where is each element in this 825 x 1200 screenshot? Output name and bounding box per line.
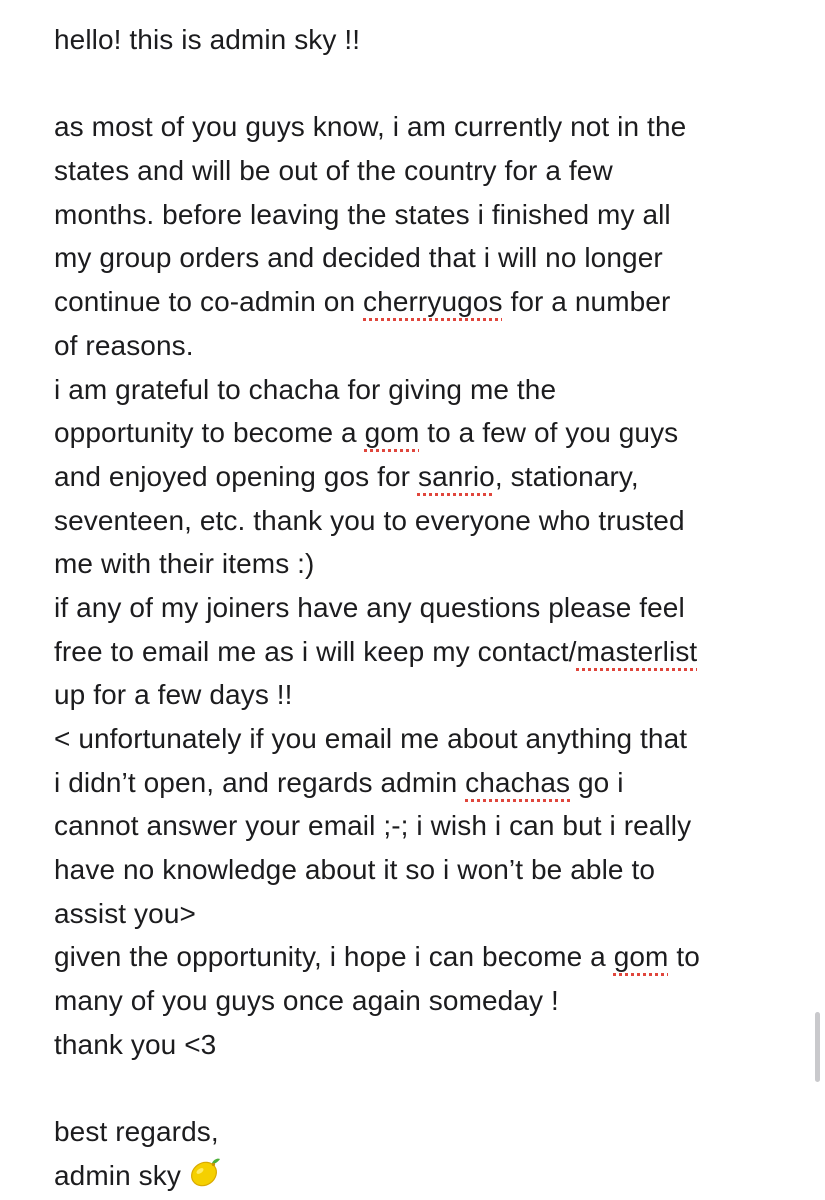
note-line: as most of you guys know, i am currently not in the: [54, 111, 687, 143]
text-run: continue to co-admin on: [54, 286, 364, 318]
note-line: [54, 935, 794, 979]
text-run: given the opportunity, i hope i can become a: [54, 941, 614, 973]
note-line: hello! this is admin sky !!: [54, 24, 361, 55]
note-line: best regards,: [54, 1116, 219, 1148]
scrollbar-thumb[interactable]: [815, 1012, 820, 1082]
note-body[interactable]: [54, 18, 794, 1198]
note-line: [54, 630, 794, 674]
note-line: cannot answer your email ;-; i wish i can but i really: [54, 810, 692, 842]
note-line: seventeen, etc. thank you to everyone who trusted: [54, 504, 685, 536]
text-run: i didn’t open, and regards admin: [54, 766, 466, 798]
text-run: to a few of you guys: [419, 417, 679, 449]
note-line: < unfortunately if you email me about anything that: [54, 723, 688, 754]
text-run: for a number: [502, 286, 671, 318]
note-line: states and will be out of the country for a few: [54, 155, 613, 187]
blank-line: [54, 1067, 794, 1111]
signature-line: [54, 1154, 794, 1198]
note-line: [54, 455, 794, 499]
note-line: of reasons.: [54, 329, 194, 361]
note-line: have no knowledge about it so i won’t be able to: [54, 854, 655, 886]
note-line: many of you guys once again someday !: [54, 985, 559, 1017]
note-line: me with their items :): [54, 548, 315, 580]
note-line: up for a few days !!: [54, 679, 293, 711]
blank-line: [54, 62, 794, 106]
note-line: assist you>: [54, 897, 196, 929]
misspelled-word[interactable]: gom: [613, 941, 669, 973]
note-line: if any of my joiners have any questions please feel: [54, 591, 685, 623]
misspelled-word[interactable]: masterlist: [576, 635, 698, 667]
misspelled-word[interactable]: sanrio: [417, 460, 495, 492]
text-run: opportunity to become a: [54, 417, 365, 449]
text-run: , stationary,: [494, 460, 639, 492]
note-line: [54, 280, 794, 324]
text-run: go i: [570, 766, 624, 798]
misspelled-word[interactable]: cherryugos: [363, 286, 503, 318]
text-run: and enjoyed opening gos for: [54, 460, 418, 492]
note-line: i am grateful to chacha for giving me the: [54, 373, 557, 405]
text-run: free to email me as i will keep my contact/: [54, 635, 577, 667]
note-line: [54, 411, 794, 455]
signature-text: admin sky: [54, 1159, 181, 1191]
note-line: thank you <3: [54, 1028, 217, 1060]
lemon-icon: [187, 1155, 221, 1189]
note-line: months. before leaving the states i finished my all: [54, 198, 671, 230]
note-line: my group orders and decided that i will no longer: [54, 242, 663, 274]
misspelled-word[interactable]: gom: [364, 417, 420, 449]
text-run: to: [668, 941, 700, 973]
note-line: [54, 761, 794, 805]
misspelled-word[interactable]: chachas: [465, 766, 571, 798]
